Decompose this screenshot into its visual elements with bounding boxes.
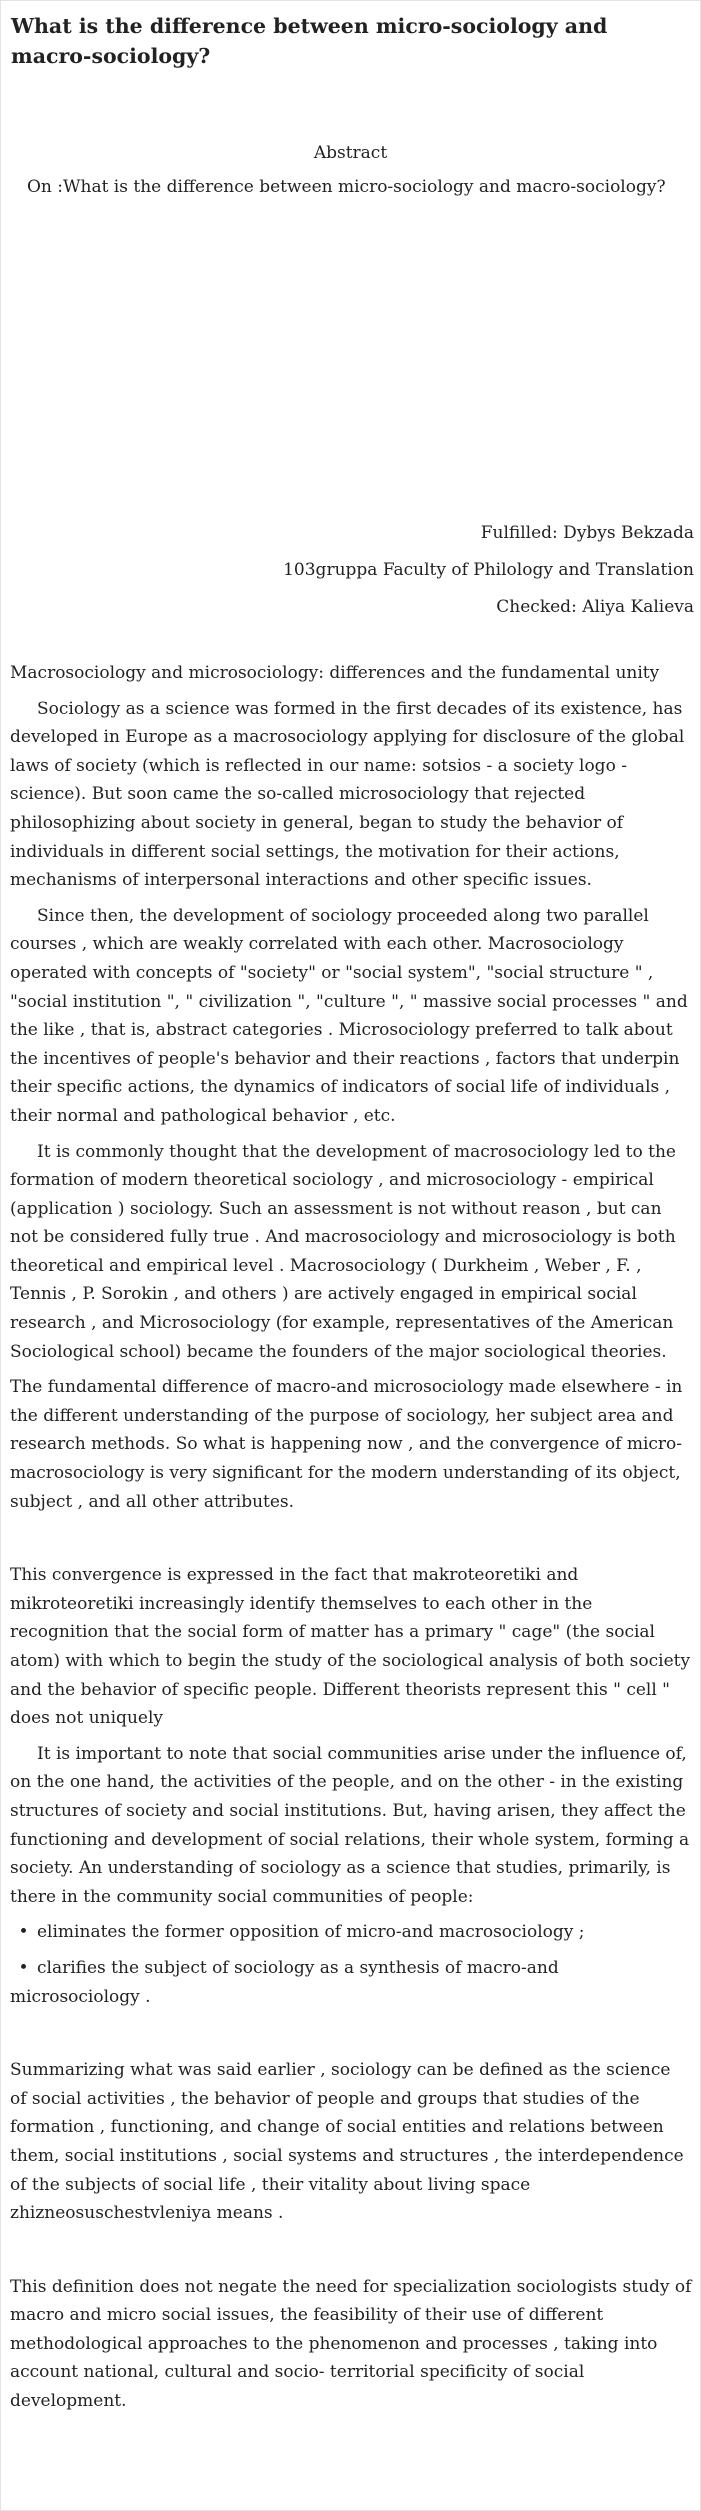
paragraph-3: It is commonly thought that the development of macrosociology led to the formation of modern theoretical sociology , and microsociology - empirical (application ) sociology. Such an assessment is not without reason , but can not be considered fully true . And macrosociology and microsociology is both theoretical and empirical level . Macrosociology ( Durkheim , Weber , F. , Tennis , P. Sorokin , and others ) are actively engaged in empirical social research , and Microsociology (for example, representatives of the American Sociological school) became the founders of the major sociological theories. — [10, 1141, 676, 1362]
list-item — [10, 1918, 692, 1947]
fulfilled-by: Fulfilled: Dybys Bekzada — [480, 523, 694, 543]
list-item-text: clarifies the subject of sociology as a synthesis of macro-and microsociology . — [10, 1957, 559, 2007]
spacer — [10, 2228, 692, 2266]
bullet-icon: • — [18, 1922, 29, 1943]
article-body — [1, 659, 700, 2416]
abstract-text: On :What is the difference between micro-sociology and macro-sociology? — [27, 177, 666, 197]
group-faculty: 103gruppa Faculty of Philology and Translation — [283, 560, 694, 580]
paragraph-8: This definition does not negate the need for specialization sociologists study of macro and micro social issues, the feasibility of their use of different methodological approaches to the phenomenon and processes , taking into account national, cultural and socio- territorial specificity of social development. — [10, 2276, 692, 2412]
spacer — [10, 1516, 692, 1554]
paragraph-2: Since then, the development of sociology proceeded along two parallel courses , which are weakly correlated with each other. Macrosociology operated with concepts of "society" or "social system", "social structure " , "social institution ", " civilization ", "culture ", " massive social processes " and the like , that is, abstract categories . Microsociology preferred to talk about the incentives of people's behavior and their reactions , factors that underpin their specific actions, the dynamics of indicators of social life of individuals , their normal and pathological behavior , etc. — [10, 905, 688, 1126]
paragraph-4: The fundamental difference of macro-and microsociology made elsewhere - in the different understanding of the purpose of sociology, her subject area and research methods. So what is happening now , and the convergence of micro- macrosociology is very significant for the modern understanding of its object, subject , and all other attributes. — [10, 1377, 683, 1512]
paragraph-7: Summarizing what was said earlier , sociology can be defined as the science of social activities , the behavior of people and groups that studies of the formation , functioning, and change of social entities and relations between them, social institutions , social systems and structures , the interdependence of the subjects of social life , their vitality about living space zhizneosuschestvleniya means . — [10, 2060, 684, 2224]
list-item-text: eliminates the former opposition of micro-and macrosociology ; — [37, 1922, 585, 1943]
section-heading: Macrosociology and microsociology: differences and the fundamental unity — [10, 663, 660, 683]
bullet-icon: • — [18, 1957, 29, 1978]
paragraph-5: This convergence is expressed in the fact that makroteoretiki and mikroteoretiki increasingly identify themselves to each other in the recognition that the social form of matter has a primary " cage" (the social atom) with which to begin the study of the sociological analysis of both society and the behavior of specific people. Different theorists represent this " cell " does not uniquely — [10, 1565, 691, 1729]
paragraph-1: Sociology as a science was formed in the first decades of its existence, has developed in Europe as a macrosociology applying for disclosure of the global laws of society (which is reflected in our name: sotsios - a society logo - science). But soon came the so-called microsociology that rejected philosophizing about society in general, began to study the behavior of individuals in different social settings, the motivation for their actions, mechanisms of interpersonal interactions and other specific issues. — [10, 698, 685, 891]
spacer — [10, 2011, 692, 2049]
list-item — [10, 1954, 692, 2011]
checked-by: Checked: Aliya Kalieva — [496, 597, 694, 617]
page-title: What is the difference between micro-sociology and macro-sociology? — [11, 14, 608, 68]
abstract-heading: Abstract — [313, 143, 388, 163]
author-info — [1, 521, 700, 619]
paragraph-6: It is important to note that social communities arise under the influence of, on the one hand, the activities of the people, and on the other - in the existing structures of society and social institutions. But, having arisen, they affect the functioning and development of social relations, their whole system, forming a society. An understanding of sociology as a science that studies, primarily, is there in the community social communities of people: — [10, 1743, 690, 1907]
